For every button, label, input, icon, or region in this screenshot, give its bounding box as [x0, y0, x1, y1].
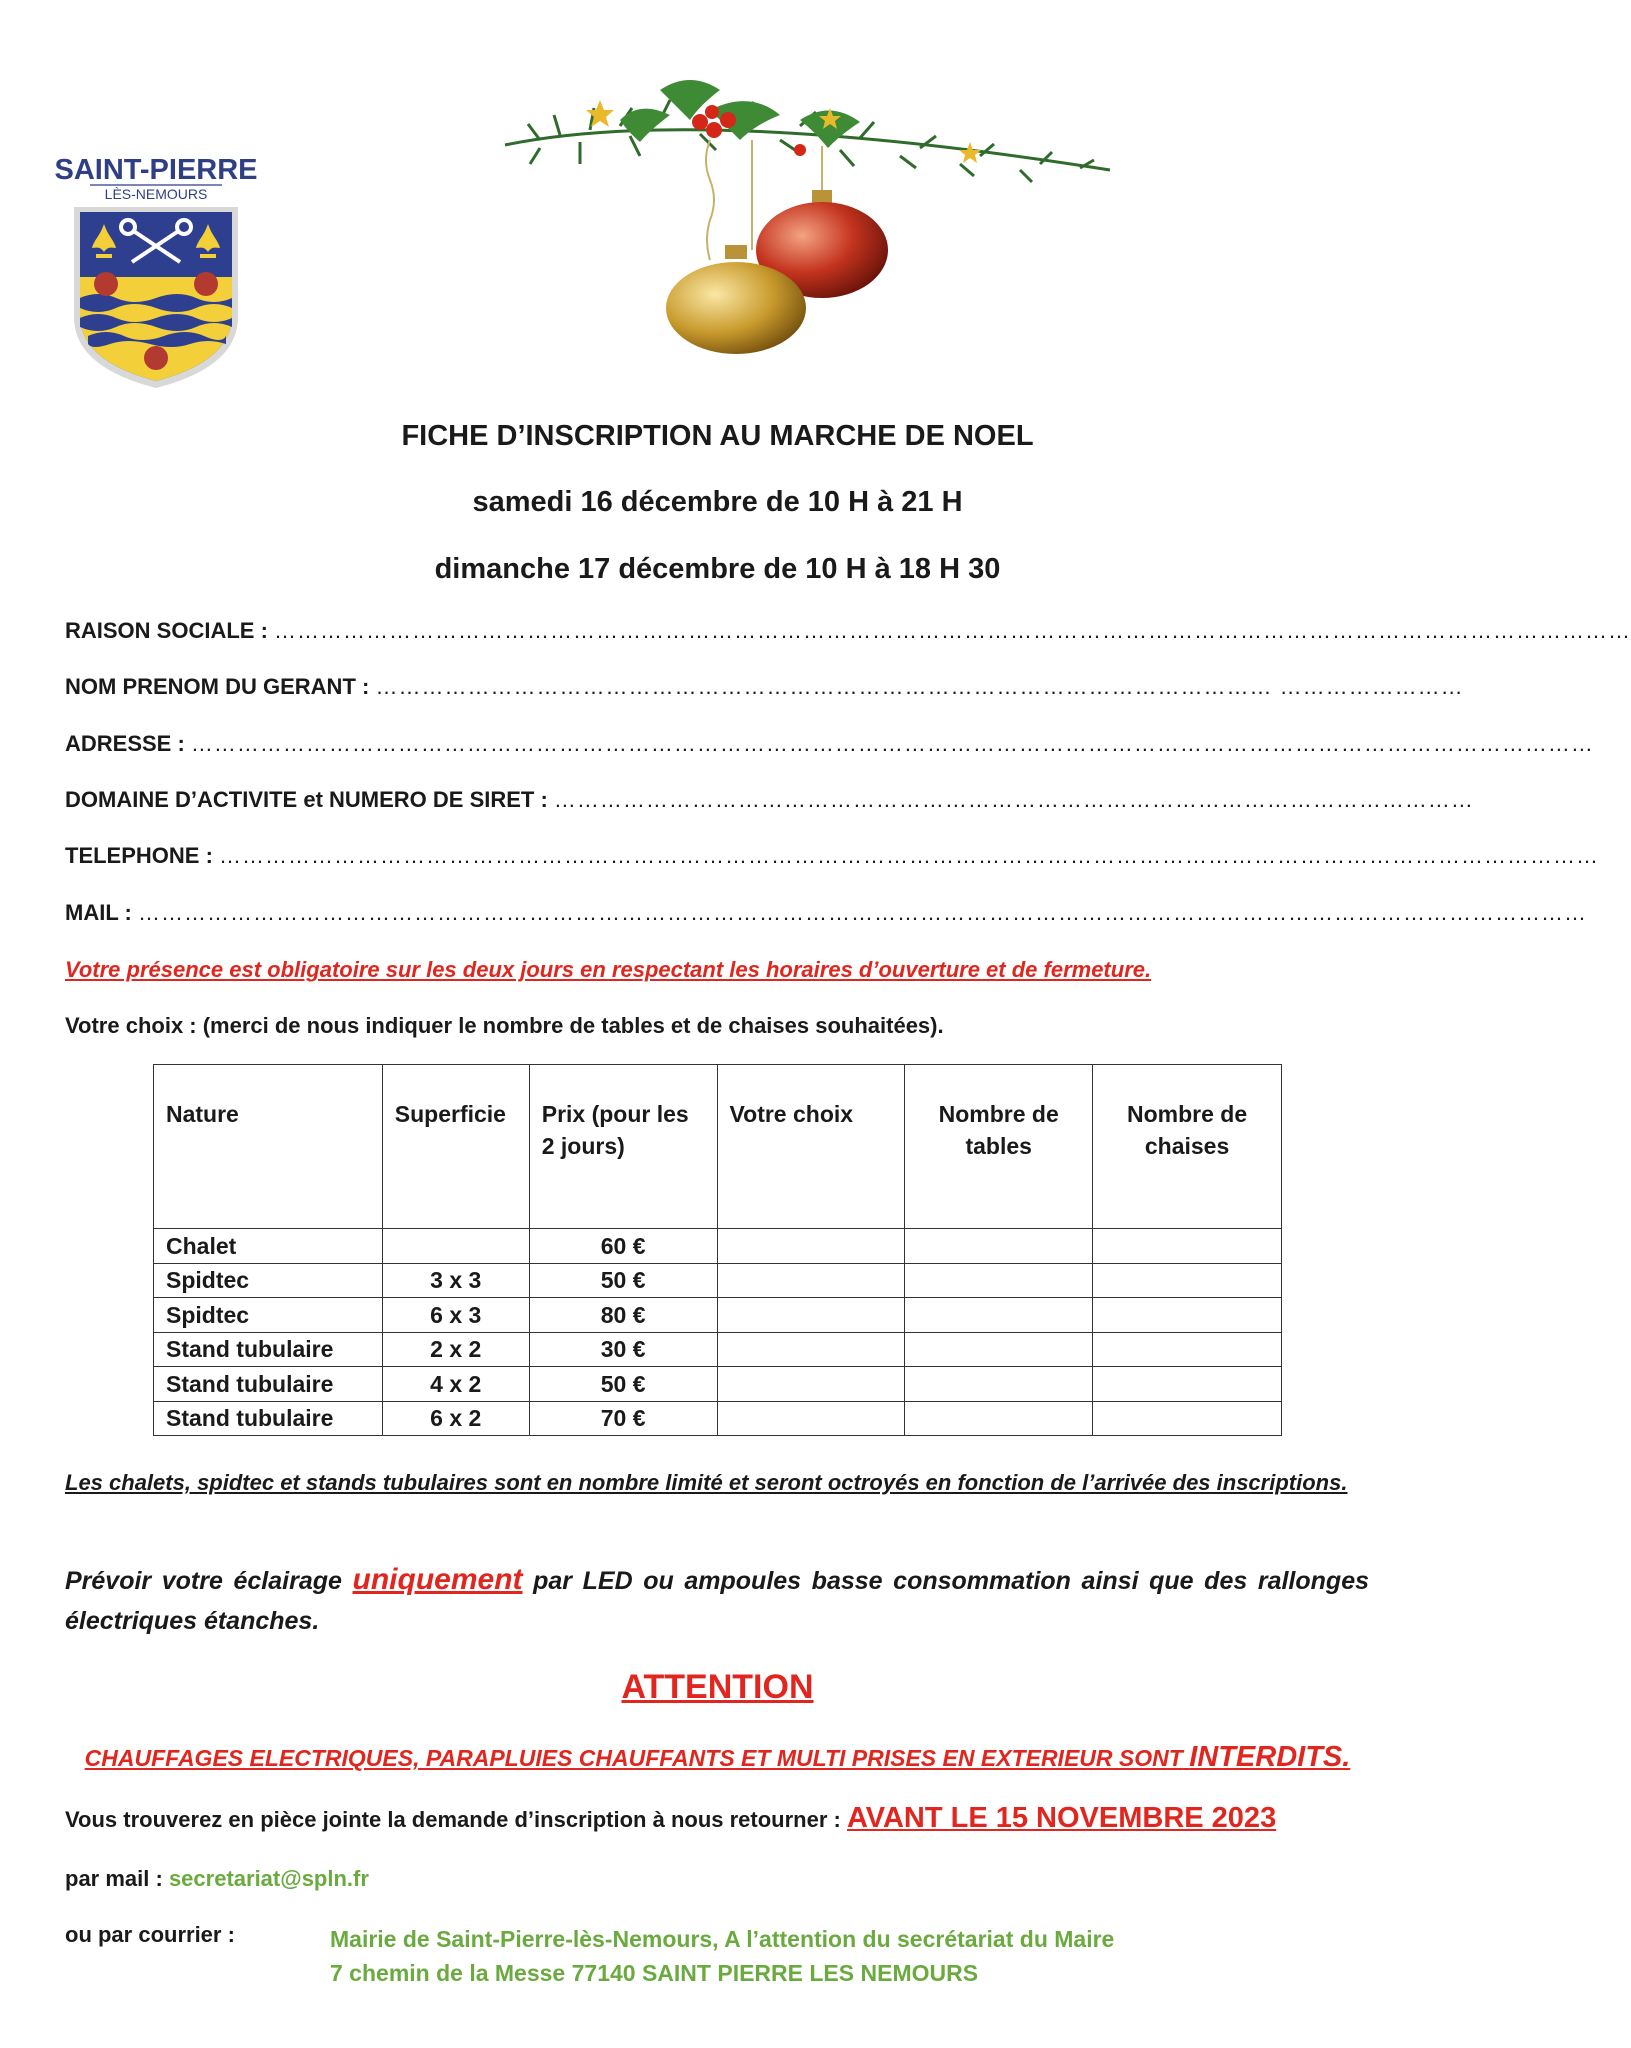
cell-superficie: 2 x 2	[382, 1332, 529, 1367]
cell-choix[interactable]	[717, 1263, 905, 1298]
town-logo	[54, 152, 258, 392]
cell-nature: Spidtec	[154, 1298, 383, 1333]
table-row	[154, 1229, 1282, 1264]
limit-notice: Les chalets, spidtec et stands tubulaires sont en nombre limité et seront octroyés en fonction de l’arrivée des inscriptions.	[65, 1470, 1348, 1495]
cell-superficie: 6 x 3	[382, 1298, 529, 1333]
telephone-label: TELEPHONE :	[65, 843, 213, 868]
cell-prix: 30 €	[529, 1332, 717, 1367]
cell-nature: Stand tubulaire	[154, 1332, 383, 1367]
cell-superficie	[382, 1229, 529, 1264]
header-prix: Prix (pour les 2 jours)	[529, 1065, 717, 1229]
header-chaises: Nombre de chaises	[1093, 1065, 1282, 1229]
cell-choix[interactable]	[717, 1332, 905, 1367]
date-sunday: dimanche 17 décembre de 10 H à 18 H 30	[434, 553, 1001, 585]
return-text: Vous trouverez en pièce jointe la demande d’inscription à nous retourner :	[65, 1807, 841, 1832]
attention-title: ATTENTION	[621, 1668, 814, 1706]
cell-tables[interactable]	[905, 1298, 1093, 1333]
lighting-notice	[65, 1560, 1369, 1641]
cell-nature: Spidtec	[154, 1263, 383, 1298]
post-address-line1: Mairie de Saint-Pierre-lès-Nemours, A l’attention du secrétariat du Maire	[330, 1926, 1115, 1952]
christmas-ornament-icon	[500, 60, 1120, 360]
lighting-post: par LED ou ampoules basse consommation ainsi que des rallonges électriques étanches.	[65, 1567, 1369, 1635]
gerant-label: NOM PRENOM DU GERANT :	[65, 674, 370, 699]
date-saturday: samedi 16 décembre de 10 H à 21 H	[472, 486, 963, 518]
form-title: FICHE D’INSCRIPTION AU MARCHE DE NOEL	[401, 420, 1034, 452]
presence-notice: Votre présence est obligatoire sur les deux jours en respectant les horaires d’ouverture et de fermeture.	[65, 957, 1152, 982]
deadline: AVANT LE 15 NOVEMBRE 2023	[846, 1802, 1277, 1834]
field-gerant[interactable]: NOM PRENOM DU GERANT : ……………………………………………………………………………………………………… ……………………	[65, 674, 1464, 699]
cell-choix[interactable]	[717, 1229, 905, 1264]
header-nature: Nature	[154, 1065, 383, 1229]
post-contact-label: ou par courrier :	[65, 1922, 235, 1947]
cell-tables[interactable]	[905, 1263, 1093, 1298]
forbidden-notice	[0, 1741, 1435, 1774]
raison-sociale-label: RAISON SOCIALE :	[65, 618, 268, 643]
cell-prix: 50 €	[529, 1263, 717, 1298]
shield-icon	[74, 207, 238, 388]
cell-nature: Chalet	[154, 1229, 383, 1264]
mail-contact-link[interactable]: secretariat@spln.fr	[168, 1866, 369, 1891]
cell-prix: 50 €	[529, 1367, 717, 1402]
cell-nature: Stand tubulaire	[154, 1401, 383, 1436]
field-mail[interactable]: MAIL : ………………………………………………………………………………………………………………………………………………………………………	[65, 900, 1587, 925]
mail-contact-label: par mail :	[65, 1866, 163, 1891]
field-raison-sociale[interactable]: RAISON SOCIALE : ……………………………………………………………………………………………………………………………………………………………	[65, 618, 1631, 643]
header-tables: Nombre de tables	[905, 1065, 1093, 1229]
table-row	[154, 1401, 1282, 1436]
cell-chaises[interactable]	[1093, 1298, 1282, 1333]
cell-superficie: 6 x 2	[382, 1401, 529, 1436]
christmas-decoration	[500, 60, 1120, 360]
cell-chaises[interactable]	[1093, 1401, 1282, 1436]
cell-chaises[interactable]	[1093, 1332, 1282, 1367]
forbidden-emphasis: INTERDITS.	[1189, 1741, 1351, 1773]
cell-tables[interactable]	[905, 1332, 1093, 1367]
logo-line2: LÈS-NEMOURS	[104, 186, 208, 202]
cell-choix[interactable]	[717, 1298, 905, 1333]
cell-chaises[interactable]	[1093, 1367, 1282, 1402]
post-address	[330, 1922, 1114, 1990]
forbidden-text: CHAUFFAGES ELECTRIQUES, PARAPLUIES CHAUFFANTS ET MULTI PRISES EN EXTERIEUR SONT	[84, 1745, 1183, 1771]
choices-table	[153, 1064, 1282, 1436]
domaine-label: DOMAINE D’ACTIVITE et NUMERO DE SIRET :	[65, 787, 548, 812]
cell-tables[interactable]	[905, 1229, 1093, 1264]
mail-contact	[65, 1866, 369, 1892]
table-header-row	[154, 1065, 1282, 1229]
lighting-pre: Prévoir votre éclairage	[65, 1567, 342, 1595]
adresse-label: ADRESSE :	[65, 731, 185, 756]
choice-intro: Votre choix : (merci de nous indiquer le nombre de tables et de chaises souhaitées).	[65, 1013, 944, 1038]
field-domaine-siret[interactable]: DOMAINE D’ACTIVITE et NUMERO DE SIRET : …………………………………………………………………………………………………………	[65, 787, 1474, 812]
table-row	[154, 1298, 1282, 1333]
table-row	[154, 1367, 1282, 1402]
return-instructions	[65, 1802, 1385, 1835]
logo-line1: SAINT-PIERRE	[54, 154, 258, 186]
cell-chaises[interactable]	[1093, 1229, 1282, 1264]
header-superficie: Superficie	[382, 1065, 529, 1229]
mail-label: MAIL :	[65, 900, 132, 925]
field-adresse[interactable]: ADRESSE : …………………………………………………………………………………………………………………………………………………………………	[65, 731, 1594, 756]
post-address-line2: 7 chemin de la Messe 77140 SAINT PIERRE LES NEMOURS	[330, 1960, 979, 1986]
cell-prix: 70 €	[529, 1401, 717, 1436]
cell-prix: 80 €	[529, 1298, 717, 1333]
cell-tables[interactable]	[905, 1367, 1093, 1402]
cell-superficie: 4 x 2	[382, 1367, 529, 1402]
table-row	[154, 1332, 1282, 1367]
table-row	[154, 1263, 1282, 1298]
cell-chaises[interactable]	[1093, 1263, 1282, 1298]
cell-choix[interactable]	[717, 1401, 905, 1436]
cell-tables[interactable]	[905, 1401, 1093, 1436]
cell-nature: Stand tubulaire	[154, 1367, 383, 1402]
field-telephone[interactable]: TELEPHONE : ………………………………………………………………………………………………………………………………………………………………	[65, 843, 1600, 868]
header-choix: Votre choix	[717, 1065, 905, 1229]
cell-prix: 60 €	[529, 1229, 717, 1264]
lighting-emphasis: uniquement	[352, 1563, 523, 1596]
cell-superficie: 3 x 3	[382, 1263, 529, 1298]
cell-choix[interactable]	[717, 1367, 905, 1402]
